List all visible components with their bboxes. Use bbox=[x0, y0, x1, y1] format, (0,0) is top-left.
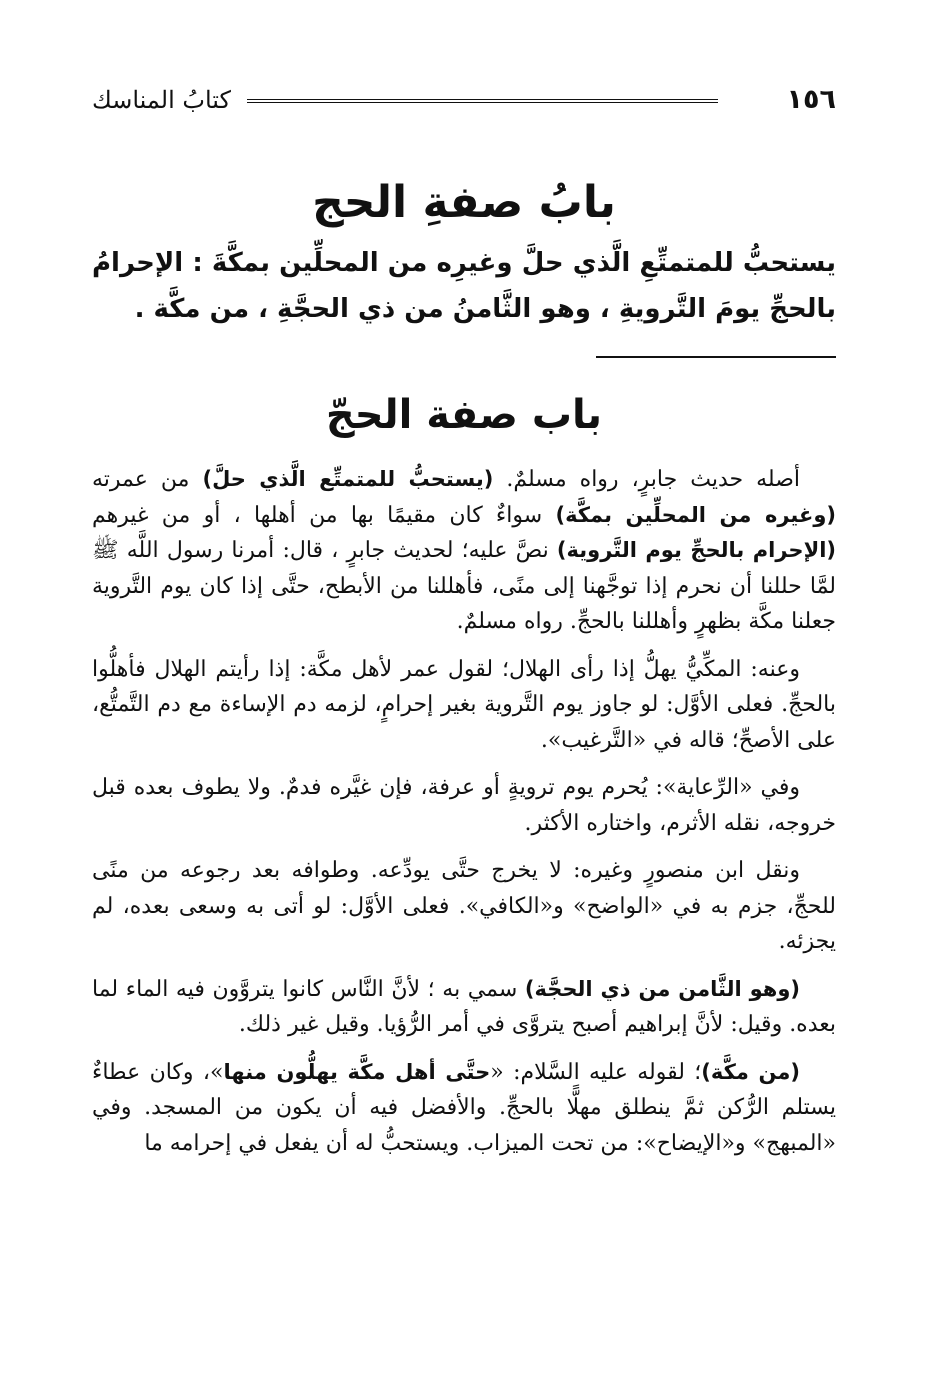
paragraph-text: وفي «الرِّعاية»: يُحرم يوم ترويةٍ أو عرفة، فإن غيَّره فدمٌ. ولا يطوف بعده قبل خروجه، نقله الأثرم، واختاره الأكثر. bbox=[92, 775, 836, 836]
bold-matn-quote: حتَّى أهل مكَّة يهلُّون منها bbox=[223, 1059, 491, 1084]
commentary-body bbox=[92, 462, 836, 1173]
bold-matn-quote: (الإحرام بالحجِّ يوم التَّروية) bbox=[556, 538, 836, 562]
paragraph-text: نصَّ عليه؛ لحديث جابرٍ ، قال: أمرنا رسول اللَّه ﷺ لمَّا حللنا أن نحرم إذا توجَّهنا إلى منًى، فأهللنا من الأبطح، حتَّى إذا كان يوم التَّروية جعلنا مكَّة بظهرٍ وأهللنا بالحجِّ. رواه مسلمٌ. bbox=[92, 538, 836, 634]
commentary-title: باب صفة الحجّ bbox=[325, 392, 603, 438]
bold-matn-quote: (وهو الثَّامن من ذي الحجَّة) bbox=[524, 976, 800, 1001]
book-title: كتابُ المناسك bbox=[92, 86, 231, 114]
paragraph-text: »، وكان عطاءٌ يستلم الرُّكن ثمَّ ينطلق مهلًّا بالحجِّ. والأفضل فيه أن يكون من المسجد. وفي «المبهج» و«الإيضاح»: من تحت الميزاب. ويستحبُّ له أن يفعل في إحرامه ما bbox=[92, 1059, 836, 1156]
paragraph-text: وعنه: المكِّيُّ يهلُّ إذا رأى الهلال؛ لقول عمر لأهل مكَّة: إذا رأيتم الهلال فأهلُّوا بالحجِّ. فعلى الأوَّل: لو جاوز يوم التَّروية بغير إحرامٍ، لزمه دم الإساءة مع دم التَّمتُّع، على الأصحِّ؛ قاله في «التَّرغيب». bbox=[92, 656, 836, 753]
paragraph bbox=[92, 462, 836, 640]
paragraph-text: ونقل ابن منصورٍ وغيره: لا يخرج حتَّى يودِّعه. وطوافه بعد رجوعه من منًى للحجِّ، جزم به في «الواضح» و«الكافي». فعلى الأوَّل: لو أتى به وسعى بعده، لم يجزئه. bbox=[92, 858, 836, 954]
paragraph bbox=[92, 770, 836, 841]
page-number: ١٥٦ bbox=[786, 84, 836, 115]
bold-matn-quote: (يستحبُّ للمتمتِّع الَّذي حلَّ) bbox=[202, 467, 494, 491]
paragraph-text: أصله حديث جابرٍ، رواه مسلمٌ. bbox=[493, 467, 801, 492]
paragraph-text: من عمرته bbox=[92, 467, 203, 492]
running-header bbox=[92, 82, 836, 118]
header-rule bbox=[247, 99, 718, 103]
paragraph-text: ؛ لقوله عليه السَّلام: « bbox=[490, 1059, 702, 1085]
paragraph-text: سواءٌ كان مقيمًا بها من أهلها ، أو من غيرهم bbox=[92, 502, 556, 528]
paragraph bbox=[92, 1055, 836, 1162]
paragraph bbox=[92, 853, 836, 960]
paragraph bbox=[92, 972, 836, 1043]
bold-matn-quote: (من مكَّة) bbox=[701, 1059, 800, 1084]
paragraph-text: سمي به ؛ لأنَّ النَّاس كانوا يتروَّون فيه الماء لما بعده. وقيل: لأنَّ إبراهيم أصبح يتروَّى في أمر الرُّؤيا. وقيل غير ذلك. bbox=[92, 976, 836, 1037]
matn-text: يستحبُّ للمتمتِّعِ الَّذي حلَّ وغيرِه من المحلِّين بمكَّةَ : الإحرامُ بالحجِّ يومَ التَّرويةِ ، وهو الثَّامنُ من ذي الحجَّةِ ، من مكَّة . bbox=[92, 248, 836, 324]
paragraph bbox=[92, 652, 836, 759]
bold-matn-quote: (وغيره من المحلِّين بمكَّة) bbox=[555, 502, 836, 527]
section-separator bbox=[596, 356, 836, 358]
chapter-title: بابُ صفةِ الحج bbox=[312, 177, 616, 228]
